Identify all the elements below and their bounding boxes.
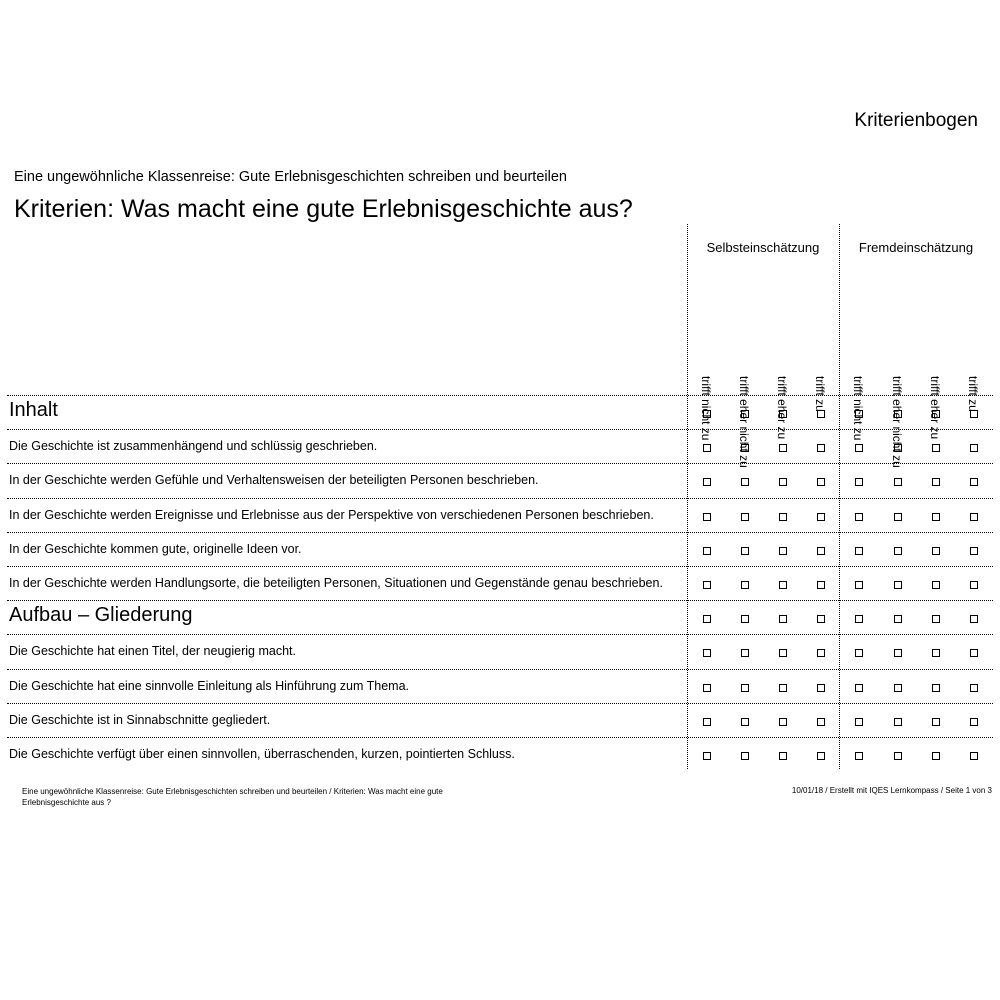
rating-checkbox[interactable] — [779, 581, 787, 589]
rating-checkbox[interactable] — [779, 478, 787, 486]
criterion-label: In der Geschichte kommen gute, originelle Ideen vor. — [9, 541, 302, 556]
rating-checkbox[interactable] — [817, 684, 825, 692]
rating-checkbox[interactable] — [894, 718, 902, 726]
rating-checkbox[interactable] — [970, 649, 978, 657]
rating-checkbox[interactable] — [855, 513, 863, 521]
section-heading: Aufbau – Gliederung — [9, 604, 193, 627]
group-header: Fremdeinschätzung — [858, 240, 974, 255]
rating-checkbox[interactable] — [894, 444, 902, 452]
rating-checkbox[interactable] — [932, 478, 940, 486]
criterion-row — [7, 703, 993, 738]
criterion-label: In der Geschichte werden Gefühle und Verhaltensweisen der beteiligten Personen beschrieben. — [9, 473, 539, 488]
rating-checkbox[interactable] — [855, 684, 863, 692]
criterion-label: Die Geschichte hat einen Titel, der neugierig macht. — [9, 644, 296, 659]
criterion-label: Die Geschichte verfügt über einen sinnvollen, überraschenden, kurzen, pointierten Schluss. — [9, 747, 515, 761]
section-row — [7, 600, 993, 635]
criterion-label: Die Geschichte ist zusammenhängend und schlüssig geschrieben. — [9, 439, 378, 454]
rating-checkbox[interactable] — [779, 684, 787, 692]
option-label: trifft zu — [813, 376, 827, 412]
rating-checkbox[interactable] — [932, 752, 940, 760]
rating-checkbox[interactable] — [855, 581, 863, 589]
rating-checkbox[interactable] — [817, 444, 825, 452]
rating-checkbox[interactable] — [855, 752, 863, 760]
rating-checkbox[interactable] — [703, 547, 711, 555]
footer-right: 10/01/18 / Erstellt mit IQES Lernkompass / Seite 1 von 3 — [791, 786, 992, 795]
section-heading: Inhalt — [9, 399, 58, 421]
rating-checkbox[interactable] — [779, 444, 787, 452]
rating-checkbox[interactable] — [817, 478, 825, 486]
criterion-label: Die Geschichte ist in Sinnabschnitte gegliedert. — [9, 712, 271, 727]
rating-checkbox[interactable] — [703, 513, 711, 521]
rating-checkbox[interactable] — [817, 581, 825, 589]
rating-checkbox[interactable] — [741, 684, 749, 692]
rating-checkbox[interactable] — [894, 752, 902, 760]
rating-checkbox[interactable] — [703, 444, 711, 452]
rating-checkbox[interactable] — [855, 444, 863, 452]
rating-checkbox[interactable] — [703, 684, 711, 692]
rating-checkbox[interactable] — [855, 718, 863, 726]
rating-checkbox[interactable] — [703, 410, 711, 418]
rating-checkbox[interactable] — [894, 581, 902, 589]
rating-checkbox[interactable] — [894, 478, 902, 486]
criterion-row — [7, 737, 993, 772]
rating-checkbox[interactable] — [855, 615, 863, 623]
rating-checkbox[interactable] — [970, 444, 978, 452]
rating-checkbox[interactable] — [970, 547, 978, 555]
rating-checkbox[interactable] — [932, 547, 940, 555]
rating-checkbox[interactable] — [894, 684, 902, 692]
rating-checkbox[interactable] — [779, 615, 787, 623]
criterion-row — [7, 669, 993, 704]
rating-checkbox[interactable] — [703, 752, 711, 760]
rating-checkbox[interactable] — [817, 718, 825, 726]
rating-checkbox[interactable] — [970, 478, 978, 486]
criterion-row — [7, 463, 993, 498]
rating-checkbox[interactable] — [970, 752, 978, 760]
rating-checkbox[interactable] — [779, 513, 787, 521]
rating-checkbox[interactable] — [894, 615, 902, 623]
group-header: Selbsteinschätzung — [706, 240, 820, 255]
rating-checkbox[interactable] — [741, 615, 749, 623]
rating-checkbox[interactable] — [703, 615, 711, 623]
subtitle: Eine ungewöhnliche Klassenreise: Gute Erlebnisgeschichten schreiben und beurteilen — [14, 169, 567, 185]
rating-checkbox[interactable] — [970, 684, 978, 692]
rating-checkbox[interactable] — [970, 615, 978, 623]
document-label: Kriterienbogen — [854, 110, 978, 131]
rating-checkbox[interactable] — [779, 547, 787, 555]
rating-checkbox[interactable] — [779, 410, 787, 418]
rating-checkbox[interactable] — [703, 649, 711, 657]
rating-checkbox[interactable] — [894, 410, 902, 418]
rating-checkbox[interactable] — [779, 718, 787, 726]
section-row — [7, 395, 993, 430]
criterion-row — [7, 566, 993, 601]
option-label: trifft eher nicht zu — [737, 376, 751, 468]
criterion-row — [7, 634, 993, 669]
rating-checkbox[interactable] — [932, 684, 940, 692]
rating-checkbox[interactable] — [970, 410, 978, 418]
rating-checkbox[interactable] — [855, 649, 863, 657]
rating-checkbox[interactable] — [817, 752, 825, 760]
rating-checkbox[interactable] — [970, 718, 978, 726]
rating-checkbox[interactable] — [932, 513, 940, 521]
rating-checkbox[interactable] — [932, 444, 940, 452]
rating-checkbox[interactable] — [703, 478, 711, 486]
footer-left: Eine ungewöhnliche Klassenreise: Gute Erlebnisgeschichten schreiben und beurteilen / Kriterien: Was macht eine gute Erlebnisgeschichte aus ? — [22, 787, 443, 807]
rating-checkbox[interactable] — [932, 649, 940, 657]
rating-checkbox[interactable] — [894, 513, 902, 521]
option-label: trifft eher zu — [775, 376, 789, 440]
rating-checkbox[interactable] — [703, 581, 711, 589]
rating-checkbox[interactable] — [817, 410, 825, 418]
criterion-row — [7, 429, 993, 464]
rating-checkbox[interactable] — [779, 649, 787, 657]
rating-checkbox[interactable] — [932, 615, 940, 623]
rating-checkbox[interactable] — [741, 581, 749, 589]
option-label: trifft eher zu — [928, 376, 942, 440]
rating-checkbox[interactable] — [741, 410, 749, 418]
rating-checkbox[interactable] — [741, 547, 749, 555]
rating-checkbox[interactable] — [817, 513, 825, 521]
rating-checkbox[interactable] — [741, 752, 749, 760]
rating-checkbox[interactable] — [741, 444, 749, 452]
option-label: trifft eher nicht zu — [890, 376, 904, 468]
rating-checkbox[interactable] — [741, 478, 749, 486]
criterion-row — [7, 532, 993, 567]
rating-checkbox[interactable] — [741, 649, 749, 657]
rating-checkbox[interactable] — [855, 478, 863, 486]
rating-checkbox[interactable] — [970, 581, 978, 589]
rating-checkbox[interactable] — [932, 581, 940, 589]
rating-checkbox[interactable] — [932, 410, 940, 418]
option-label: trifft nicht zu — [699, 376, 713, 441]
rating-checkbox[interactable] — [817, 615, 825, 623]
rating-checkbox[interactable] — [703, 718, 711, 726]
rating-checkbox[interactable] — [817, 547, 825, 555]
rating-checkbox[interactable] — [932, 718, 940, 726]
rating-checkbox[interactable] — [741, 513, 749, 521]
criterion-row — [7, 498, 993, 533]
criterion-label: In der Geschichte werden Ereignisse und Erlebnisse aus der Perspektive von verschiedenen Personen beschrieben. — [9, 507, 654, 522]
rating-checkbox[interactable] — [894, 649, 902, 657]
rating-checkbox[interactable] — [970, 513, 978, 521]
page-title: Kriterien: Was macht eine gute Erlebnisgeschichte aus? — [14, 195, 633, 223]
rating-checkbox[interactable] — [855, 547, 863, 555]
rating-checkbox[interactable] — [894, 547, 902, 555]
rating-checkbox[interactable] — [855, 410, 863, 418]
rating-checkbox[interactable] — [779, 752, 787, 760]
option-label: trifft nicht zu — [851, 376, 865, 441]
option-label: trifft zu — [966, 376, 980, 412]
criterion-label: In der Geschichte werden Handlungsorte, die beteiligten Personen, Situationen und Gegenstände genau beschrieben. — [9, 576, 663, 590]
criterion-label: Die Geschichte hat eine sinnvolle Einleitung als Hinführung zum Thema. — [9, 678, 409, 693]
rating-checkbox[interactable] — [817, 649, 825, 657]
rating-checkbox[interactable] — [741, 718, 749, 726]
